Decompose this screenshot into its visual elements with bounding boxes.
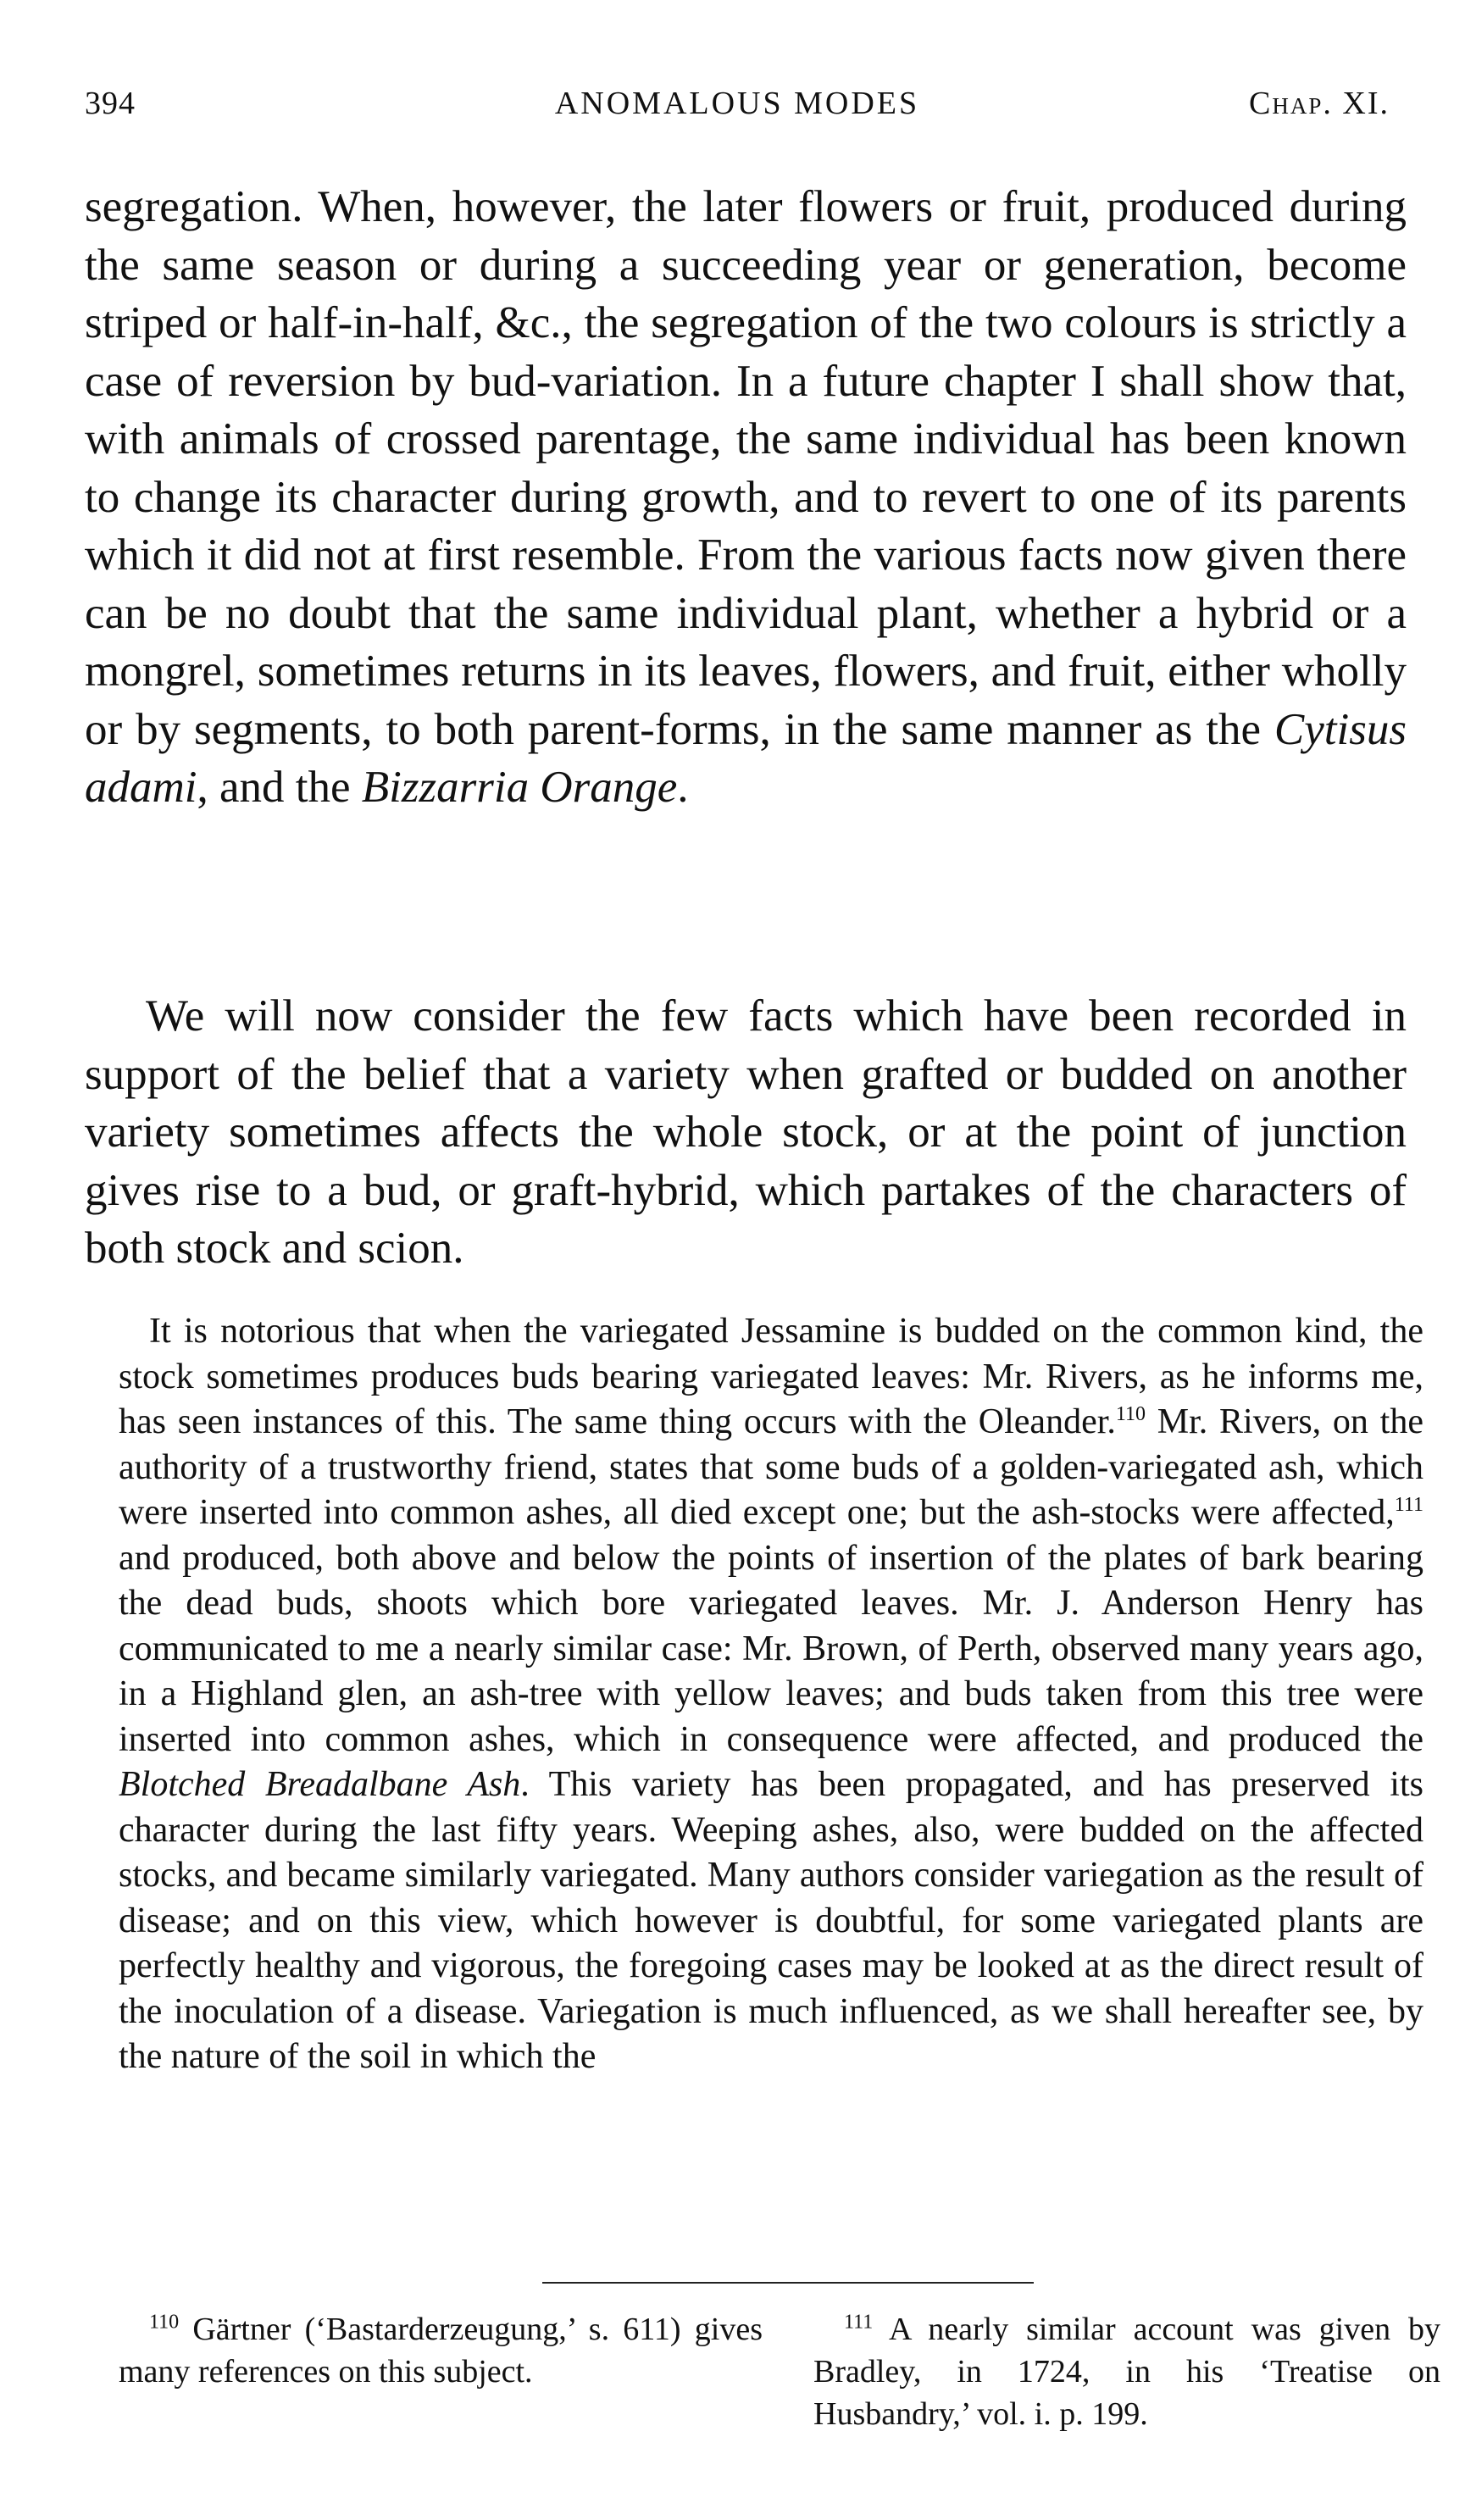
footnote-number: 111 bbox=[844, 2311, 874, 2334]
footnote-text: A nearly similar account was given by Bradley, in 1724, in his ‘Treatise on Husbandry,’ vol. i. p. 199. bbox=[813, 2312, 1440, 2432]
paragraph-text: It is notorious that when the variegated Jessamine is budded on the common kind, the stock sometimes produces buds bearing variegated leaves: Mr. Rivers, as he informs me, has seen instances of this. The same thing occurs with the Oleander. bbox=[119, 1312, 1423, 1441]
footnote-110 bbox=[119, 2308, 763, 2393]
paragraph-text: , and the bbox=[197, 763, 362, 812]
footnote-ref-111[interactable]: 111 bbox=[1394, 1494, 1423, 1516]
running-head bbox=[85, 85, 1390, 136]
variety-name: Bizzarria Orange bbox=[361, 763, 678, 812]
footnote-ref-110[interactable]: 110 bbox=[1115, 1403, 1146, 1425]
paragraph-text: and produced, both above and below the points of insertion of the plates of bark bearing the dead buds, shoots which bore variegated leaves. Mr. J. Anderson Henry has communicated to me a nearly similar case: Mr. Brown, of Perth, observed many years ago, in a Highland glen, an ash-tree with yellow leaves; and buds taken from this tree were inserted into common ashes, which in consequence were affected, and produced the bbox=[119, 1538, 1423, 1759]
paragraph-text: . bbox=[677, 763, 689, 812]
paragraph-graft-hybrids bbox=[85, 987, 1407, 1278]
page-number: 394 bbox=[85, 86, 136, 121]
footnote-divider bbox=[542, 2282, 1034, 2284]
paragraph-text: . This variety has been propagated, and has preserved its character during the last fifty years. Weeping ashes, also, were budded on the affected stocks, and became similarly variegated. Many authors consider variegation as the result of disease; and on this view, which however is doubtful, for some variegated plants are perfectly healthy and vigorous, the foregoing cases may be looked at as the direct result of the inoculation of a disease. Variegation is much influenced, as we shall hereafter see, by the nature of the soil in which the bbox=[119, 1765, 1423, 2076]
species-name: Cytisus adami bbox=[85, 704, 1407, 812]
running-title: ANOMALOUS MODES bbox=[554, 86, 920, 121]
variety-name: Blotched Breadalbane Ash bbox=[119, 1765, 521, 1804]
footnote-number: 110 bbox=[149, 2311, 180, 2334]
chapter-label: Chap. XI. bbox=[1249, 86, 1390, 121]
footnote-text: Gärtner (‘Bastarderzeugung,’ s. 611) gives many references on this subject. bbox=[119, 2312, 763, 2390]
footnote-111 bbox=[813, 2308, 1440, 2435]
paragraph-text: Mr. Rivers, on the authority of a trustworthy friend, states that some buds of a golden-variegated ash, which were inserted into common ashes, all died except one; but the ash-stocks were affected, bbox=[119, 1402, 1423, 1532]
paragraph-variegated-jessamine bbox=[119, 1309, 1423, 2080]
paragraph-text: segregation. When, however, the later flowers or fruit, produced during the same season or during a succeeding year or generation, become striped or half-in-half, &c., the segregation of the two colours is strictly a case of reversion by bud-variation. In a future chapter I shall show that, with animals of crossed parentage, the same individual has been known to change its character during growth, and to revert to one of its parents which it did not at first resemble. From the various facts now given there can be no doubt that the same individual plant, whether a hybrid or a mongrel, sometimes returns in its leaves, flowers, and fruit, either wholly or by segments, to both parent-forms, in the same manner as the bbox=[85, 182, 1407, 754]
paragraph-text: We will now consider the few facts which have been recorded in support of the belief that a variety when grafted or budded on another variety sometimes affects the whole stock, or at the point of junction gives rise to a bud, or graft-hybrid, which partakes of the characters of both stock and scion. bbox=[85, 991, 1407, 1273]
paragraph-segregation bbox=[85, 178, 1407, 817]
